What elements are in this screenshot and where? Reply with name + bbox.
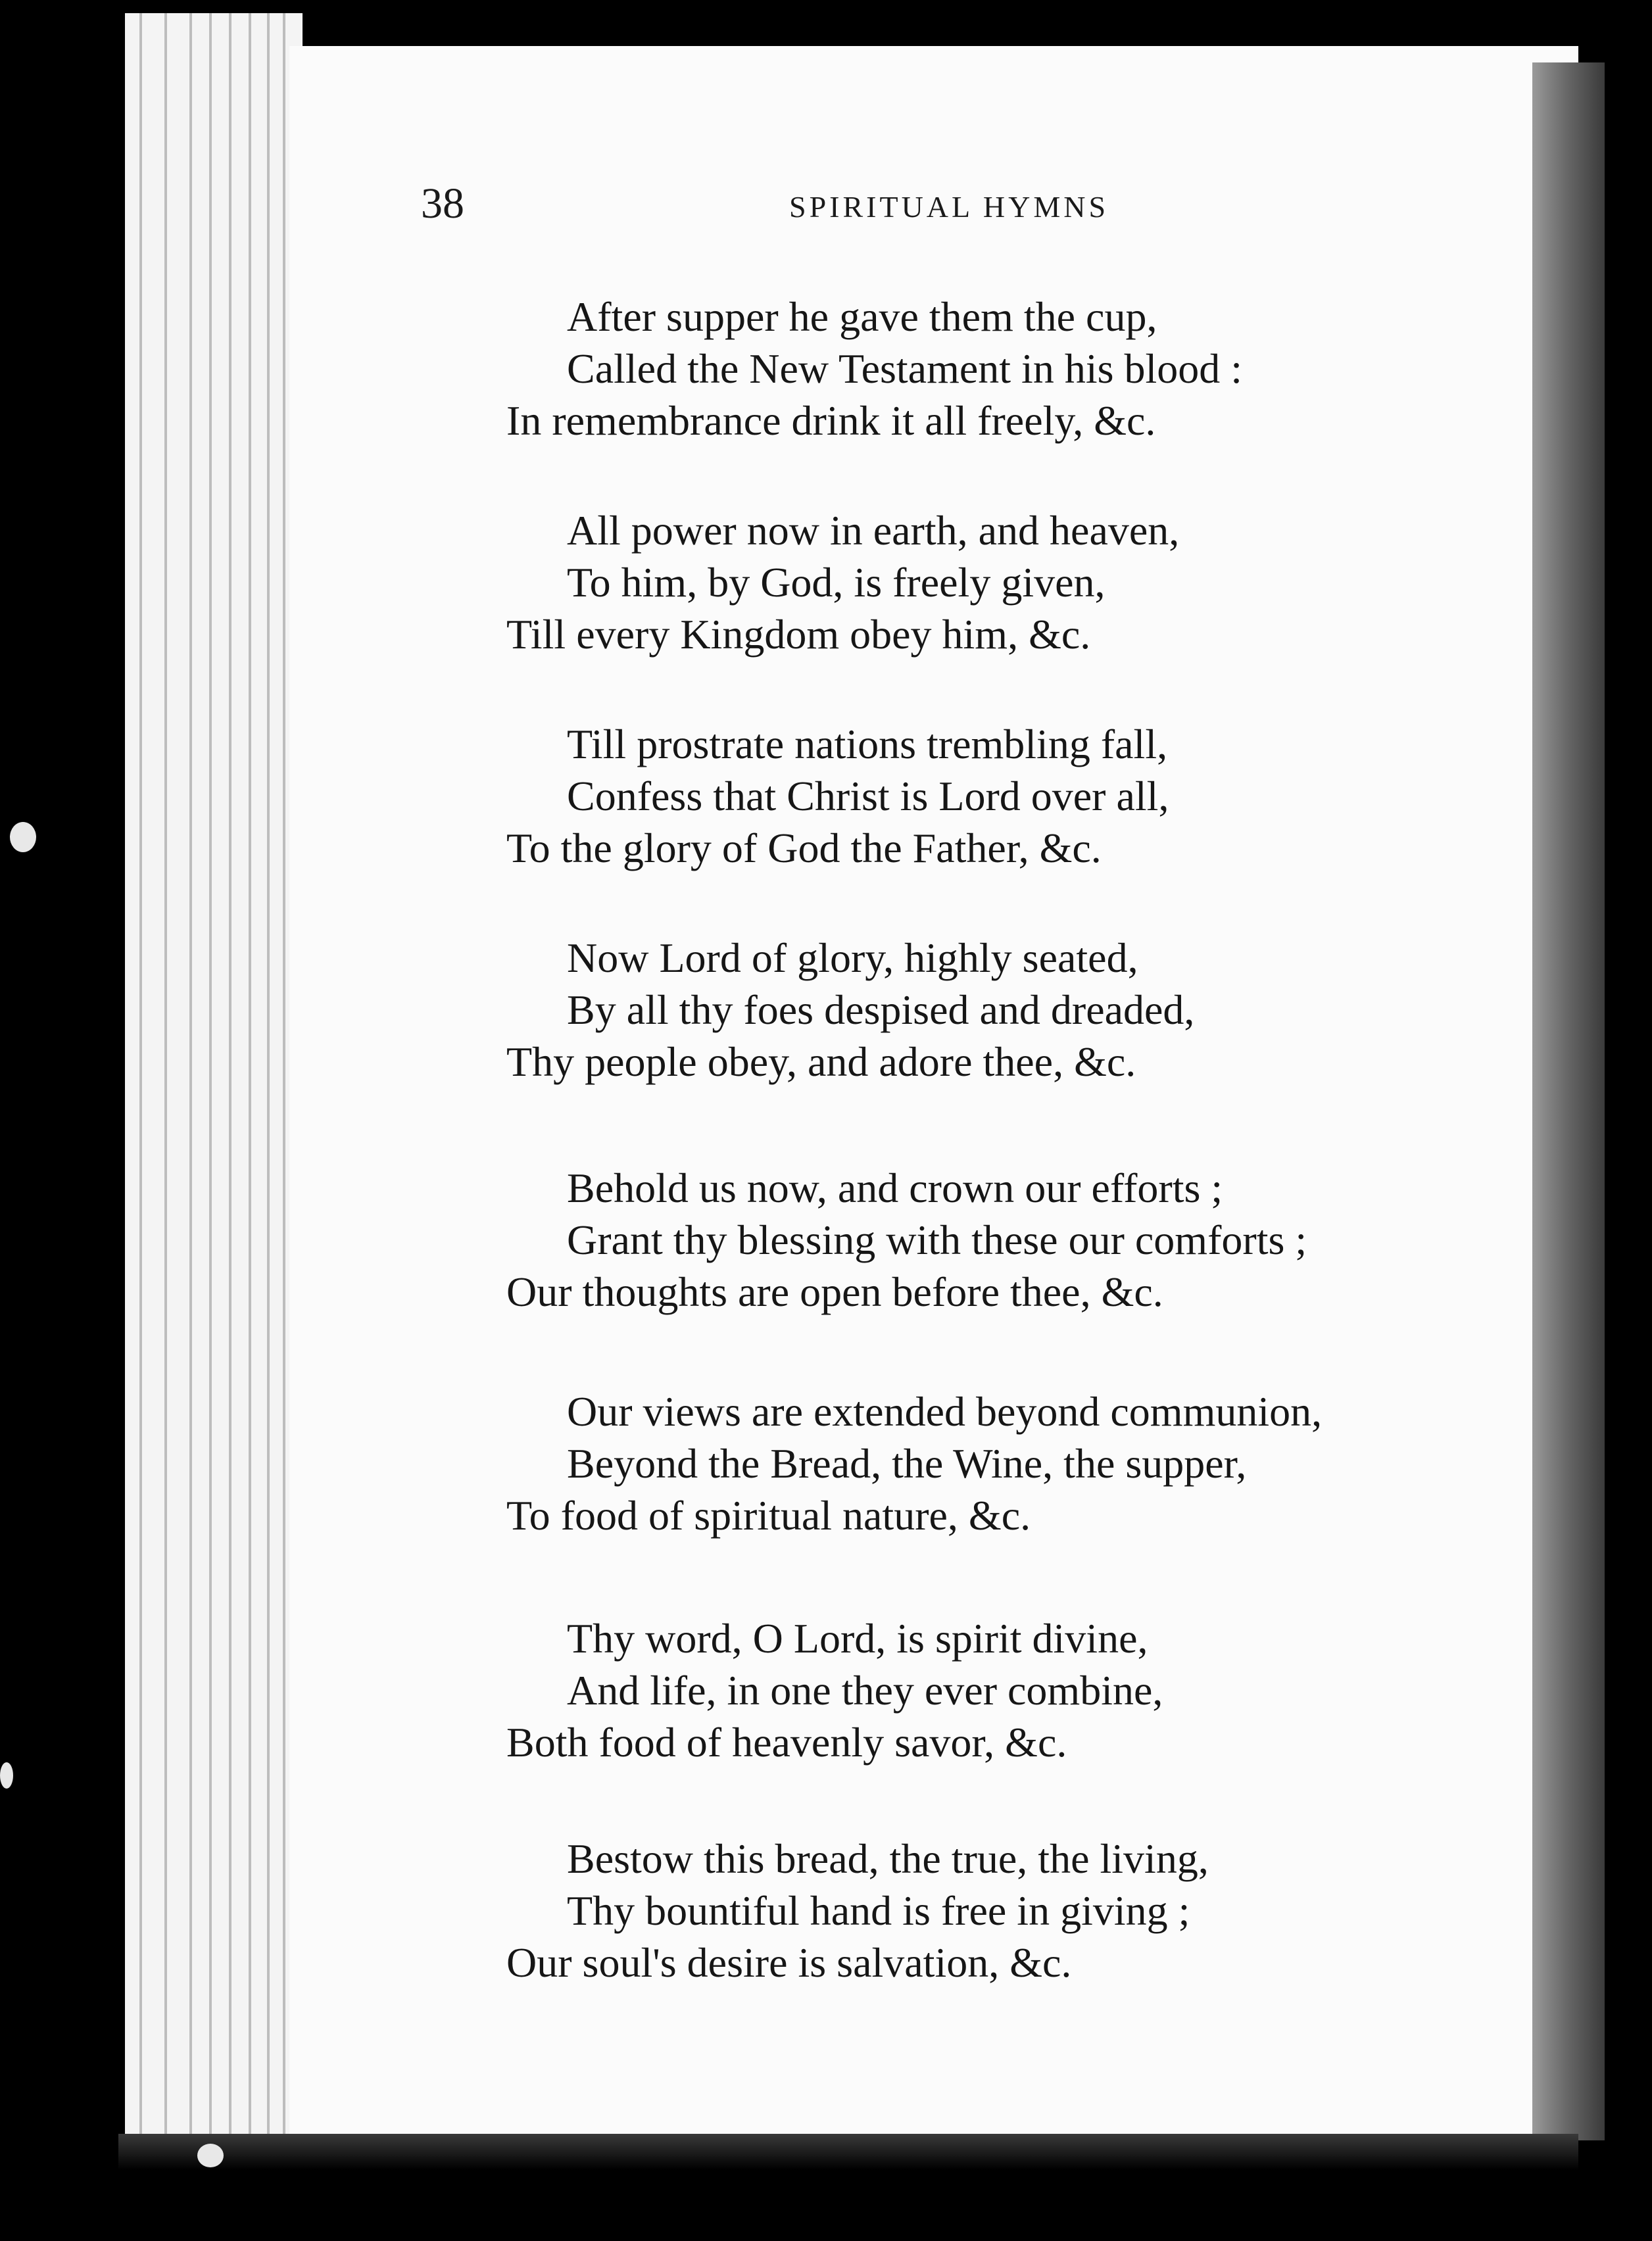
stanza: [506, 1833, 1532, 1988]
verse-line: Our views are extended beyond communion,: [567, 1388, 1323, 1435]
page-edge-line: [209, 13, 212, 2163]
verse-line: Bestow this bread, the true, the living,: [567, 1835, 1209, 1882]
dust-speck: [10, 822, 36, 852]
page-edge-line: [249, 13, 251, 2163]
verse-line: To the glory of God the Father, &c.: [506, 825, 1102, 871]
dust-speck: [197, 2144, 224, 2167]
page-edges: [125, 13, 303, 2163]
bottom-shadow: [118, 2134, 1578, 2170]
verse-line: And life, in one they ever combine,: [567, 1667, 1163, 1714]
page-number: 38: [421, 180, 464, 228]
verse-line: In remembrance drink it all freely, &c.: [506, 397, 1156, 444]
page-edge-line: [164, 13, 167, 2163]
verse-line: All power now in earth, and heaven,: [567, 507, 1180, 554]
stanza: [506, 1386, 1532, 1541]
page-edge-line: [189, 13, 192, 2163]
verse-line: Behold us now, and crown our efforts ;: [567, 1165, 1223, 1211]
verse-line: Both food of heavenly savor, &c.: [506, 1719, 1067, 1766]
page-edge-line: [139, 13, 142, 2163]
stanza: [506, 1162, 1532, 1318]
verse-line: After supper he gave them the cup,: [567, 293, 1157, 340]
gutter-shadow: [1532, 62, 1605, 2140]
verse-line: Till every Kingdom obey him, &c.: [506, 611, 1091, 658]
verse-line: Thy people obey, and adore thee, &c.: [506, 1038, 1136, 1085]
verse-line: By all thy foes despised and dreaded,: [567, 986, 1195, 1033]
verse-line: Beyond the Bread, the Wine, the supper,: [567, 1440, 1247, 1487]
page-edge-line: [229, 13, 231, 2163]
stanza: [506, 932, 1532, 1088]
verse-line: Our soul's desire is salvation, &c.: [506, 1939, 1072, 1986]
verse-line: Thy bountiful hand is free in giving ;: [567, 1887, 1190, 1934]
dust-speck: [0, 1762, 13, 1789]
verse-line: Grant thy blessing with these our comforts ;: [567, 1217, 1307, 1263]
page-edge-line: [267, 13, 270, 2163]
stanza: [506, 291, 1532, 446]
page-edge-line: [283, 13, 285, 2163]
stanza: [506, 504, 1532, 660]
verse-line: Thy word, O Lord, is spirit divine,: [567, 1615, 1148, 1662]
running-head: SPIRITUAL HYMNS: [789, 190, 1109, 224]
verse-line: Confess that Christ is Lord over all,: [567, 773, 1169, 819]
verse-line: To food of spiritual nature, &c.: [506, 1492, 1031, 1539]
verse-line: Our thoughts are open before thee, &c.: [506, 1268, 1163, 1315]
verse-line: Called the New Testament in his blood :: [567, 345, 1243, 392]
stanza: [506, 718, 1532, 874]
stanza: [506, 1612, 1532, 1768]
verse-line: Till prostrate nations trembling fall,: [567, 721, 1168, 767]
verse-line: Now Lord of glory, highly seated,: [567, 934, 1138, 981]
verse-line: To him, by God, is freely given,: [567, 559, 1105, 606]
